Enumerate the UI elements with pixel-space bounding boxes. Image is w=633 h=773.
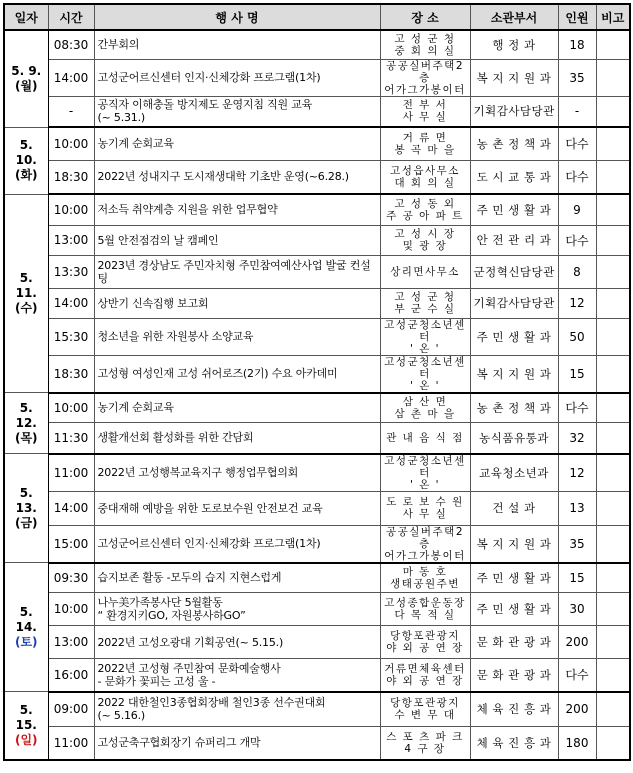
day-of-week-label: (화): [14, 168, 38, 182]
people-cell: 다수: [558, 225, 596, 255]
header-dept: 소관부서: [470, 4, 558, 30]
time-cell: 14:00: [48, 59, 94, 96]
place-cell: 관 내 음 식 점: [380, 423, 470, 454]
dept-cell: 주 민 생 활 과: [470, 318, 558, 355]
place-cell: 전 부 서 사 무 실: [380, 96, 470, 127]
note-cell: [596, 59, 630, 96]
note-cell: [596, 194, 630, 225]
header-date: 일자: [4, 4, 48, 30]
day-of-week-label: (일): [14, 732, 38, 747]
dept-cell: 기획감사담당관: [470, 96, 558, 127]
schedule-row: [4, 454, 630, 492]
day-of-week-label: (토): [14, 634, 38, 649]
people-cell: 다수: [558, 160, 596, 194]
note-cell: [596, 160, 630, 194]
dept-cell: 복 지 지 원 과: [470, 525, 558, 563]
time-cell: 09:30: [48, 563, 94, 593]
place-cell: 스 포 츠 파 크 4 구 장: [380, 727, 470, 760]
schedule-row: [4, 255, 630, 288]
note-cell: [596, 288, 630, 318]
time-cell: 13:00: [48, 626, 94, 659]
time-cell: 14:00: [48, 288, 94, 318]
dept-cell: 문 화 관 광 과: [470, 626, 558, 659]
day-of-week-label: (목): [14, 430, 38, 445]
schedule-row: [4, 59, 630, 96]
time-cell: 08:30: [48, 30, 94, 59]
header-place: 장 소: [380, 4, 470, 30]
note-cell: [596, 593, 630, 626]
event-cell: 5월 안전점검의 날 캠페인: [94, 225, 380, 255]
people-cell: 다수: [558, 127, 596, 160]
place-cell: 고 성 군 청 중 회 의 실: [380, 30, 470, 59]
event-cell: 공직자 이해충돌 방지제도 운영지침 직원 교육 (~ 5.31.): [94, 96, 380, 127]
note-cell: [596, 563, 630, 593]
time-cell: 11:00: [48, 454, 94, 492]
time-cell: 11:30: [48, 423, 94, 454]
people-cell: 200: [558, 692, 596, 727]
time-cell: 16:00: [48, 659, 94, 692]
dept-cell: 건 설 과: [470, 491, 558, 525]
place-cell: 공공실버주택2층 어가그가봉이터: [380, 59, 470, 96]
time-cell: 10:00: [48, 127, 94, 160]
dept-cell: 농 촌 정 책 과: [470, 127, 558, 160]
dept-cell: 복 지 지 원 과: [470, 355, 558, 393]
note-cell: [596, 423, 630, 454]
event-cell: 농기계 순회교육: [94, 393, 380, 423]
schedule-row: [4, 593, 630, 626]
place-cell: 고성읍사무소 대 회 의 실: [380, 160, 470, 194]
people-cell: 12: [558, 454, 596, 492]
time-cell: 13:30: [48, 255, 94, 288]
place-cell: 거류면체육센터 야 외 공 연 장: [380, 659, 470, 692]
event-cell: 습지보존 활동 -모두의 습지 지현스럽게: [94, 563, 380, 593]
note-cell: [596, 318, 630, 355]
day-of-week-label: (월): [14, 78, 38, 93]
date-cell: [4, 563, 48, 692]
schedule-row: [4, 30, 630, 59]
dept-cell: 도 시 교 통 과: [470, 160, 558, 194]
dept-cell: 문 화 관 광 과: [470, 659, 558, 692]
event-cell: 청소년을 위한 자원봉사 소양교육: [94, 318, 380, 355]
people-cell: 15: [558, 355, 596, 393]
note-cell: [596, 127, 630, 160]
header-time: 시간: [48, 4, 94, 30]
schedule-row: [4, 491, 630, 525]
note-cell: [596, 727, 630, 760]
people-cell: 13: [558, 491, 596, 525]
people-cell: 200: [558, 626, 596, 659]
date-label: 5. 14.: [15, 604, 37, 634]
time-cell: 14:00: [48, 491, 94, 525]
event-cell: 고성형 여성인재 고성 쉬어로즈(2기) 수요 아카데미: [94, 355, 380, 393]
time-cell: 09:00: [48, 692, 94, 727]
schedule-body: [4, 30, 630, 760]
people-cell: 다수: [558, 393, 596, 423]
dept-cell: 안 전 관 리 과: [470, 225, 558, 255]
event-cell: 저소득 취약계층 지원을 위한 업무협약: [94, 194, 380, 225]
event-cell: 2023년 경상남도 주민자치형 주민참여예산사업 발굴 컨설팅: [94, 255, 380, 288]
event-cell: 고성군어르신센터 인지·신체강화 프로그램(1차): [94, 59, 380, 96]
header-note: 비고: [596, 4, 630, 30]
people-cell: 180: [558, 727, 596, 760]
event-cell: 2022년 성내지구 도시재생대학 기초반 운영(~6.28.): [94, 160, 380, 194]
date-label: 5. 9.: [11, 63, 42, 78]
date-label: 5. 15.: [15, 702, 37, 732]
people-cell: 35: [558, 525, 596, 563]
day-of-week-label: (금): [14, 515, 38, 530]
people-cell: 9: [558, 194, 596, 225]
time-cell: 11:00: [48, 727, 94, 760]
people-cell: 30: [558, 593, 596, 626]
place-cell: 고 성 동 외 주 공 아 파 트: [380, 194, 470, 225]
date-cell: [4, 127, 48, 194]
people-cell: 15: [558, 563, 596, 593]
note-cell: [596, 692, 630, 727]
event-cell: 생활개선회 활성화를 위한 간담회: [94, 423, 380, 454]
people-cell: 12: [558, 288, 596, 318]
dept-cell: 기획감사담당관: [470, 288, 558, 318]
event-cell: 2022 대한철인3종협회장배 철인3종 선수권대회 (~ 5.16.): [94, 692, 380, 727]
note-cell: [596, 393, 630, 423]
event-cell: 2022년 고성형 주민참여 문화예술행사 - 문화가 꽃피는 고성 울 -: [94, 659, 380, 692]
note-cell: [596, 659, 630, 692]
dept-cell: 복 지 지 원 과: [470, 59, 558, 96]
people-cell: 50: [558, 318, 596, 355]
note-cell: [596, 454, 630, 492]
people-cell: 18: [558, 30, 596, 59]
note-cell: [596, 525, 630, 563]
dept-cell: 주 민 생 활 과: [470, 194, 558, 225]
dept-cell: 교육청소년과: [470, 454, 558, 492]
date-cell: [4, 454, 48, 563]
time-cell: 18:30: [48, 355, 94, 393]
schedule-row: [4, 96, 630, 127]
date-label: 5. 12.: [15, 400, 37, 430]
schedule-row: [4, 288, 630, 318]
date-cell: [4, 194, 48, 393]
header-people: 인원: [558, 4, 596, 30]
place-cell: 도 로 보 수 원 사 무 실: [380, 491, 470, 525]
people-cell: 35: [558, 59, 596, 96]
place-cell: 삼 산 면 삼 촌 마 을: [380, 393, 470, 423]
event-cell: 고성군어르신센터 인지·신체강화 프로그램(1차): [94, 525, 380, 563]
time-cell: 18:30: [48, 160, 94, 194]
schedule-row: [4, 727, 630, 760]
schedule-row: [4, 194, 630, 225]
place-cell: 공공실버주택2층 어가그가봉이터: [380, 525, 470, 563]
schedule-row: [4, 393, 630, 423]
event-cell: 간부회의: [94, 30, 380, 59]
schedule-row: [4, 355, 630, 393]
date-cell: [4, 393, 48, 454]
date-cell: [4, 692, 48, 760]
dept-cell: 체 육 진 흥 과: [470, 727, 558, 760]
time-cell: 15:00: [48, 525, 94, 563]
time-cell: 13:00: [48, 225, 94, 255]
time-cell: -: [48, 96, 94, 127]
place-cell: 상리면사무소: [380, 255, 470, 288]
header-row: [4, 4, 630, 30]
schedule-table: [3, 3, 631, 761]
date-cell: [4, 30, 48, 127]
dept-cell: 군정혁신담당관: [470, 255, 558, 288]
event-cell: 2022년 고성오광대 기획공연(~ 5.15.): [94, 626, 380, 659]
place-cell: 거 류 면 봉 곡 마 을: [380, 127, 470, 160]
note-cell: [596, 96, 630, 127]
dept-cell: 주 민 생 활 과: [470, 563, 558, 593]
schedule-row: [4, 659, 630, 692]
note-cell: [596, 255, 630, 288]
place-cell: 고 성 시 장 및 광 장: [380, 225, 470, 255]
people-cell: -: [558, 96, 596, 127]
people-cell: 다수: [558, 659, 596, 692]
schedule-row: [4, 225, 630, 255]
date-label: 5. 10.: [15, 138, 37, 167]
time-cell: 10:00: [48, 393, 94, 423]
event-cell: 중대재해 예방을 위한 도로보수원 안전보건 교육: [94, 491, 380, 525]
place-cell: 마 동 호 생태공원주변: [380, 563, 470, 593]
note-cell: [596, 626, 630, 659]
time-cell: 10:00: [48, 593, 94, 626]
schedule-row: [4, 692, 630, 727]
place-cell: 당항포관광지 야 외 공 연 장: [380, 626, 470, 659]
schedule-row: [4, 127, 630, 160]
dept-cell: 농 촌 정 책 과: [470, 393, 558, 423]
date-label: 5. 13.: [15, 485, 37, 515]
dept-cell: 체 육 진 흥 과: [470, 692, 558, 727]
date-label: 5. 11.: [15, 270, 37, 300]
schedule-row: [4, 525, 630, 563]
schedule-row: [4, 318, 630, 355]
place-cell: 당항포관광지 수 변 무 대: [380, 692, 470, 727]
event-cell: 2022년 고성행복교육지구 행정업무협의회: [94, 454, 380, 492]
place-cell: 고성종합운동장 다 목 적 실: [380, 593, 470, 626]
note-cell: [596, 491, 630, 525]
dept-cell: 행 정 과: [470, 30, 558, 59]
people-cell: 8: [558, 255, 596, 288]
dept-cell: 주 민 생 활 과: [470, 593, 558, 626]
event-cell: 농기계 순회교육: [94, 127, 380, 160]
event-cell: 나누美가족봉사단 5월활동 “ 환경지키GO, 자원봉사하GO”: [94, 593, 380, 626]
schedule-row: [4, 563, 630, 593]
place-cell: 고성군청소년센터 ' 온 ': [380, 454, 470, 492]
time-cell: 10:00: [48, 194, 94, 225]
event-cell: 고성군축구협회장기 슈퍼리그 개막: [94, 727, 380, 760]
note-cell: [596, 225, 630, 255]
dept-cell: 농식품유통과: [470, 423, 558, 454]
time-cell: 15:30: [48, 318, 94, 355]
schedule-row: [4, 160, 630, 194]
people-cell: 32: [558, 423, 596, 454]
event-cell: 상반기 신속집행 보고회: [94, 288, 380, 318]
note-cell: [596, 355, 630, 393]
note-cell: [596, 30, 630, 59]
schedule-row: [4, 423, 630, 454]
schedule-row: [4, 626, 630, 659]
place-cell: 고 성 군 청 부 군 수 실: [380, 288, 470, 318]
place-cell: 고성군청소년센터 ' 온 ': [380, 355, 470, 393]
day-of-week-label: (수): [14, 300, 38, 315]
place-cell: 고성군청소년센터 ' 온 ': [380, 318, 470, 355]
header-event: 행 사 명: [94, 4, 380, 30]
